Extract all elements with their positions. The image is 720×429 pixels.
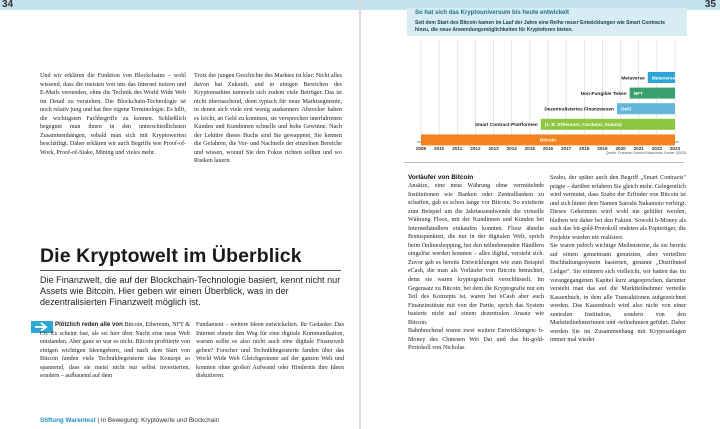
x-tick-label: 2020 — [615, 146, 626, 151]
left-column-1: Und wir erklären die Funktion von Blockchains – wohl wissend, dass die meisten von uns das Internet nutzen und E-Mails versenden, ohne die Technik des World Wide Web im Detail zu verstehen. Die Blockchain-Technologie ist noch relativ jung und hat ihre eigene Terminologie. Es hilft, die wichtigsten Fachbegriffe zu kennen. Schließlich begegnet man ihnen in den unterschiedlichsten Zusammenhängen, sobald man sich mit Kryptowerten beschäftigt. Daher erklären wir auch Begriffe wie Proof-of-Work, Proof-of-Stake, Mining und vieles mehr. — [40, 73, 186, 156]
section-heading: Die Kryptowelt im Überblick — [40, 245, 302, 267]
top-color-bar-left — [0, 0, 359, 10]
bar-label: Bitcoin — [539, 138, 557, 144]
right-column-2: Szabo, der später auch den Begriff „Smart Contracts" prägte – darüber erfahren Sie gleich mehr. Gelegentlich wird vermutet, dass Szabo der Erfinder von Bitcoin ist und sich hinter dem Namen Satoshi Nakamoto verbirgt. Dieses Geheimnis wird wohl nie gelüftet werden, bleiben wir daher bei den Fakten. Sowohl b-Money als auch das bit-gold-Protokoll endeten als Papiertiger, die Projekte wurden nie realisiert. Sie waren jedoch wichtige Meilensteine, da sie bereits auf einem gemeinsam genutzten, aber verteilten Buchhaltungssystem basierten, genannt „Distributed Ledger". Sie erinnern sich vielleicht, wir hatten das im vorangegangenen Kapitel kurz angesprochen, darunter versteht man das auf die Marktteilnehmer verteilte Kassenbuch, in dem alle Transaktionen aufgezeichnet werden. Das Kassenbuch wird also nicht von einer zentralen Institution, sondern von den Marktteilnehmerinnen und -teilnehmern geführt. Daher werden Sie im Zusammenhang mit Kryptoanlagen immer mal wieder — [550, 175, 686, 344]
page-number-right: 35 — [704, 0, 716, 10]
x-tick-label: 2014 — [506, 146, 517, 151]
x-tick-label: 2015 — [524, 146, 535, 151]
left-column-2: Trotz der jungen Geschichte des Marktes ist klar: Nicht alles davon hat Zukunft, und in einigen Bereichen des Kryptomarktes tummeln sich zudem viele Betrüger. Das ist nicht überraschend, denn typisch für neue Marktsegmente, in denen sich viele erst wenig auskennen: Abzocker haben es leicht, an Geld zu kommen, sie versprechen unerfahrenen Kunden und Kundinnen schnelle und hohe Gewinne. Nach der Lektüre dieses Buchs sind Sie gewappnet, Sie kennen die Gefahren, die Vor- und Nachteile der einzelnen Bereiche und wissen, worauf Sie den Fokus richten sollten und wo Risiken lauern. — [194, 73, 342, 165]
x-tick-label: 2009 — [415, 146, 427, 151]
book-gutter — [359, 0, 361, 429]
series-name-label: Metaverse — [621, 76, 645, 82]
bar-label: DeFi — [620, 107, 632, 113]
x-tick-label: 2011 — [452, 146, 463, 151]
series-name-label: Smart Contract-Plattformen — [474, 123, 538, 129]
page-footer — [40, 417, 219, 424]
heading-divider — [40, 270, 341, 271]
x-tick-label: 2023 — [669, 146, 681, 151]
section-subheading: Vorläufer von Bitcoin — [408, 174, 474, 181]
x-tick-label: 2012 — [470, 146, 481, 151]
x-tick-label: 2013 — [488, 146, 499, 151]
footer-brand: Stiftung Warentest — [40, 417, 96, 424]
right-column-1: Ansätze, eine neue Währung ohne vermittelnde Institutionen wie Banken oder Zentralbanken zu schaffen, gab es schon lange vor Bitcoin. So existierte zum Beispiel um die Jahrtausendwende die virtuelle Währung Flooz, mit der Kundinnen und Kunden bei Internethändlern einkaufen konnten. Flooz ähnelte Bonuspunkten, die nur in der digitalen Welt, sprich beim Onlineshopping, bei den teilnehmenden Händlern eingelöst werden konnten – alles digital, versteht sich. Zuvor gab es bereits Entwicklungen wie zum Beispiel eCash, die man als Vorläufer von Bitcoin betrachtet, denn sie waren kryptografisch verschlüsselt. Im Gegensatz zu Bitcoin, bei dem die Kryptografie nur ein Teil des Konzepts ist, waren bei eCash aber auch Finanzinstitute mit von der Partie, sprich das System basierte nicht auf einem dezentralen Ansatz wie Bitcoin. Bahnbrechend waren zwei weitere Entwicklungen: b-Money des Chinesen Wei Dai und das bit-gold-Protokoll von Nicholas — [408, 183, 544, 352]
bottom-column-1 — [40, 321, 190, 381]
series-name-label: Non-Fungible Token — [580, 91, 627, 97]
chart-svg — [407, 36, 687, 160]
page-number-left: 34 — [2, 0, 14, 10]
x-tick-label: 2017 — [561, 146, 572, 151]
footer-title: In Bewegung: Kryptowerte und Blockchain — [100, 417, 220, 424]
chart-plot-area — [407, 36, 687, 160]
chart-panel — [407, 8, 687, 160]
chart-title: So hat sich das Kryptouniversum bis heute entwickelt — [415, 10, 570, 16]
lead-paragraph: Die Finanzwelt, die auf der Blockchain-Technologie basiert, kennt nicht nur Assets wie Bitcoin. Hier geben wir einen Überblick, was in der dezentralisierten Finanzwelt möglich ist. — [40, 275, 341, 308]
bottom-column-1-text: Bitcoin, Ethereum, NFT & Co. Es scheint fast, als sei hier über Nacht eine neue Welt entstanden. Aber ganz so war es nicht. Bitcoin profitierte von einigen wichtigen Ideengebern, und nach dem Start von Bitcoin fanden viele Technikbegeisterte das Konzept so spannend, dass sie meist nicht nur selbst investierten, sondern – aufbauend auf dem — [40, 322, 190, 380]
series-name-label: Dezentralisiertes Finanzwesen — [544, 107, 614, 113]
bottom-column-2: Fundament – weitere Ideen entwickelten. Ihr Gedanke: Das Internet ebnete den Weg für eine digitale Kommunikation, warum sollte es also nicht auch eine digitale Finanzwelt geben? Forscher und Technikbegeisterte fanden über das World Wide Web Gleichgesinnte auf der ganzen Welt und konnten ohne großen Aufwand oder Hindernis ihre Ideen diskutieren. — [196, 322, 344, 380]
bar-label: NFT — [633, 91, 643, 97]
chart-source: Quelle: Frankfurt School Blockchain Center (2023) — [605, 151, 686, 155]
x-tick-label: 2018 — [579, 146, 590, 151]
chart-subtitle: Seit dem Start des Bitcoin kamen im Lauf der Jahre eine Reihe neuer Entwicklungen wie Smart Contracts hinzu, die neue Anwendungsmöglichkeiten für Kryptoforen bieten. — [415, 20, 666, 33]
footer-separator: | — [97, 417, 100, 424]
chart-bottom-rule — [404, 162, 684, 163]
x-tick-label: 2019 — [597, 146, 608, 151]
bar-label: (z. B. Ethereum, Cardano, Solana) — [544, 123, 622, 129]
x-tick-label: 2010 — [434, 146, 445, 151]
x-tick-label: 2021 — [633, 146, 644, 151]
bar-label: Metaverse — [651, 76, 676, 82]
x-tick-label: 2016 — [542, 146, 554, 151]
bottom-column-1-lead: Plötzlich reden alle von — [55, 321, 123, 328]
x-tick-label: 2022 — [651, 146, 662, 151]
